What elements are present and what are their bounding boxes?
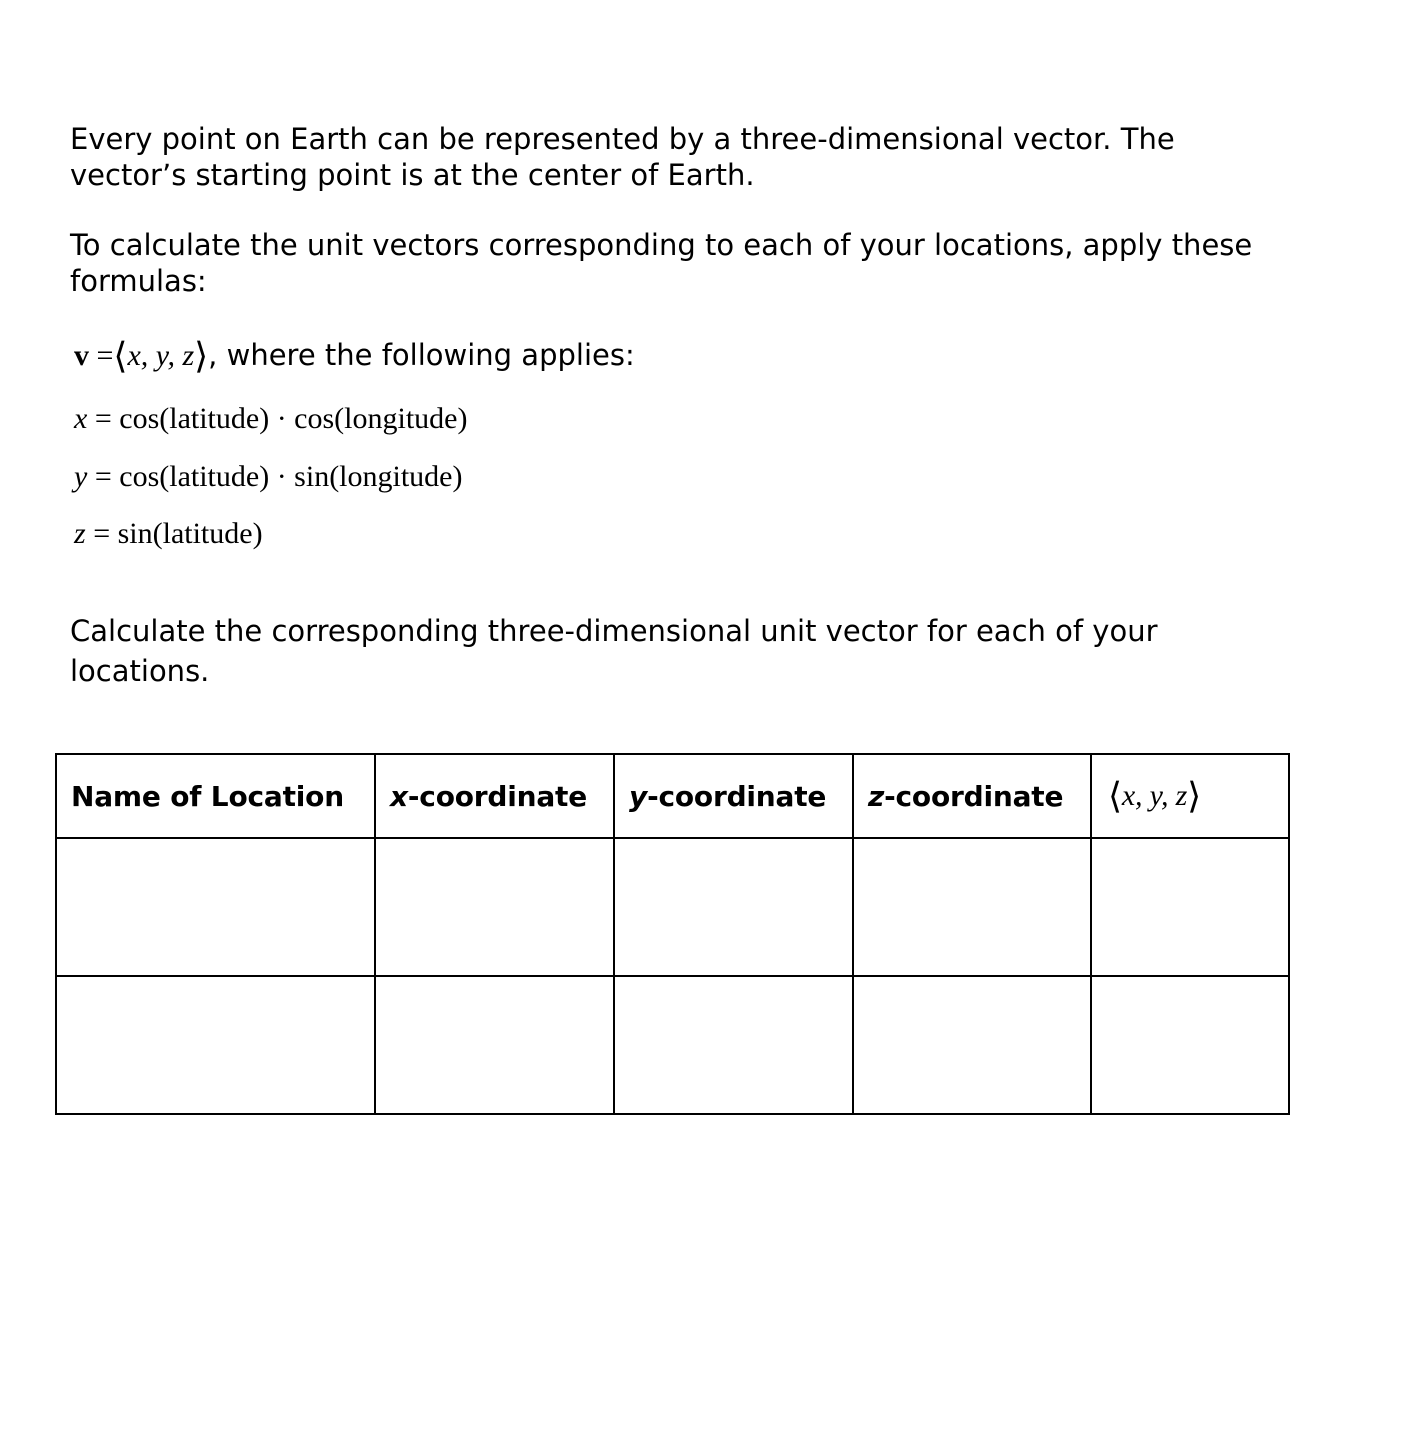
header-vector: ⟨x, y, z⟩ <box>1091 754 1289 838</box>
cell-vector[interactable] <box>1091 838 1289 976</box>
cell-x-coordinate[interactable] <box>375 976 614 1114</box>
table-row <box>56 838 1289 976</box>
cell-vector[interactable] <box>1091 976 1289 1114</box>
cell-location-name[interactable] <box>56 976 375 1114</box>
equals-sign: = <box>94 460 112 493</box>
x-variable: x <box>74 402 88 435</box>
cell-z-coordinate[interactable] <box>853 838 1091 976</box>
vector-components: x, y, z <box>127 339 195 372</box>
intro-paragraph <box>70 121 1330 193</box>
instruction-line-2: formulas: <box>70 264 207 298</box>
intro-line-2: vector’s starting point is at the center of Earth. <box>70 158 755 192</box>
task-line-2: locations. <box>70 654 210 688</box>
y-formula-rhs: cos(latitude) · sin(longitude) <box>119 460 463 493</box>
x-formula-rhs: cos(latitude) · cos(longitude) <box>119 402 468 435</box>
y-variable: y <box>74 460 88 493</box>
header-x-coordinate: x-coordinate <box>375 754 614 838</box>
x-formula <box>74 402 467 436</box>
header-z-coordinate: z-coordinate <box>853 754 1091 838</box>
equals-sign: = <box>93 517 111 550</box>
z-formula-rhs: sin(latitude) <box>117 517 263 550</box>
z-formula <box>74 517 263 551</box>
table-row <box>56 976 1289 1114</box>
vector-definition-suffix: , where the following applies: <box>208 338 635 372</box>
location-vector-table <box>55 753 1290 1115</box>
z-variable: z <box>74 517 86 550</box>
vector-definition: v =⟨x, y, z⟩, where the following applies: <box>74 336 635 377</box>
y-formula <box>74 460 463 494</box>
equals-sign: = <box>94 402 112 435</box>
header-y-coordinate: y-coordinate <box>614 754 853 838</box>
intro-line-1: Every point on Earth can be represented by a three-dimensional vector. The <box>70 122 1175 156</box>
cell-y-coordinate[interactable] <box>614 838 853 976</box>
cell-x-coordinate[interactable] <box>375 838 614 976</box>
instruction-line-1: To calculate the unit vectors corresponding to each of your locations, apply these <box>70 228 1253 262</box>
task-paragraph <box>70 611 1330 691</box>
cell-z-coordinate[interactable] <box>853 976 1091 1114</box>
cell-y-coordinate[interactable] <box>614 976 853 1114</box>
table-header-row <box>56 754 1289 838</box>
task-line-1: Calculate the corresponding three-dimensional unit vector for each of your <box>70 614 1158 648</box>
cell-location-name[interactable] <box>56 838 375 976</box>
equals-sign: = <box>96 339 114 372</box>
header-name-of-location: Name of Location <box>56 754 375 838</box>
instruction-paragraph <box>70 227 1330 299</box>
vector-symbol: v <box>74 339 89 372</box>
